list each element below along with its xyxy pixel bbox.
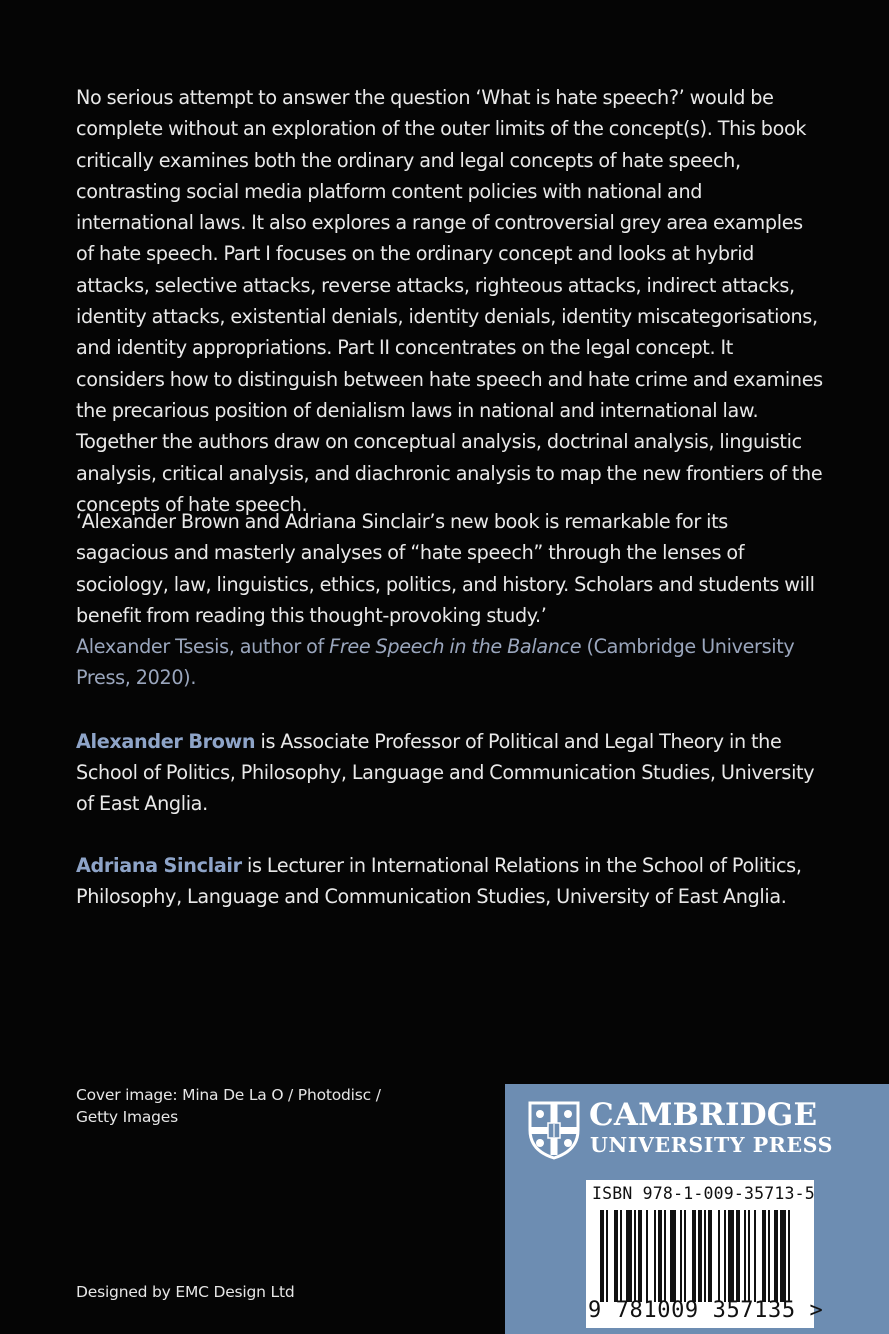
- author-bio-sinclair: [76, 850, 824, 912]
- barcode: [586, 1180, 824, 1328]
- barcode-digits: 9 781009 357135 >: [588, 1298, 824, 1323]
- publisher-name-line1: CAMBRIDGE: [589, 1097, 818, 1133]
- endorsement: [76, 506, 824, 694]
- author-name: Adriana Sinclair: [76, 854, 242, 877]
- author-bio-text: is Associate Professor of Political and Legal Theory in the School of Politics, Philosophy, Language and Communication Studies, University of East Anglia.: [76, 730, 815, 815]
- publisher-panel: [505, 1084, 889, 1334]
- endorsement-quote: ‘Alexander Brown and Adriana Sinclair’s new book is remarkable for its sagacious and masterly analyses of “hate speech” through the lenses of sociology, law, linguistics, ethics, politics, and history. Scholars and students will benefit from reading this thought-provoking study.’: [76, 510, 815, 627]
- endorser: Alexander Tsesis, author of: [76, 635, 330, 659]
- publisher-name: [589, 1098, 833, 1158]
- endorser-publication: (Cambridge University Press, 2020).: [76, 635, 795, 690]
- cover-image-credit: Cover image: Mina De La O / Photodisc / Getty Images: [76, 1086, 381, 1126]
- author-name: Alexander Brown: [76, 730, 256, 753]
- publisher-name-line2: UNIVERSITY PRESS: [590, 1133, 834, 1157]
- barcode-bars: [600, 1210, 794, 1302]
- design-credit: Designed by EMC Design Ltd: [76, 1283, 295, 1301]
- isbn-label: ISBN 978-1-009-35713-5: [592, 1184, 815, 1203]
- author-bio-text: is Lecturer in International Relations in the School of Politics, Philosophy, Language and Communication Studies, University of East Anglia.: [76, 854, 802, 908]
- university-shield-icon: [527, 1100, 581, 1160]
- endorsement-attribution: [76, 631, 824, 694]
- book-description: No serious attempt to answer the question ‘What is hate speech?’ would be complete without an exploration of the outer limits of the concept(s). This book critically examines both the ordinary and legal concepts of hate speech, contrasting social media platform content policies with national and international laws. It also explores a range of controversial grey area examples of hate speech. Part I focuses on the ordinary concept and looks at hybrid attacks, selective attacks, reverse attacks, righteous attacks, indirect attacks, identity attacks, existential denials, identity denials, identity miscategorisations, and identity appropriations. Part II concentrates on the legal concept. It considers how to distinguish between hate speech and hate crime and examines the precarious position of denialism laws in national and international law. Together the authors draw on conceptual analysis, doctrinal analysis, linguistic analysis, critical analysis, and diachronic analysis to map the new frontiers of the concepts of hate speech.: [76, 86, 823, 516]
- author-bio-brown: [76, 726, 824, 819]
- endorser-book-title: Free Speech in the Balance: [329, 635, 582, 659]
